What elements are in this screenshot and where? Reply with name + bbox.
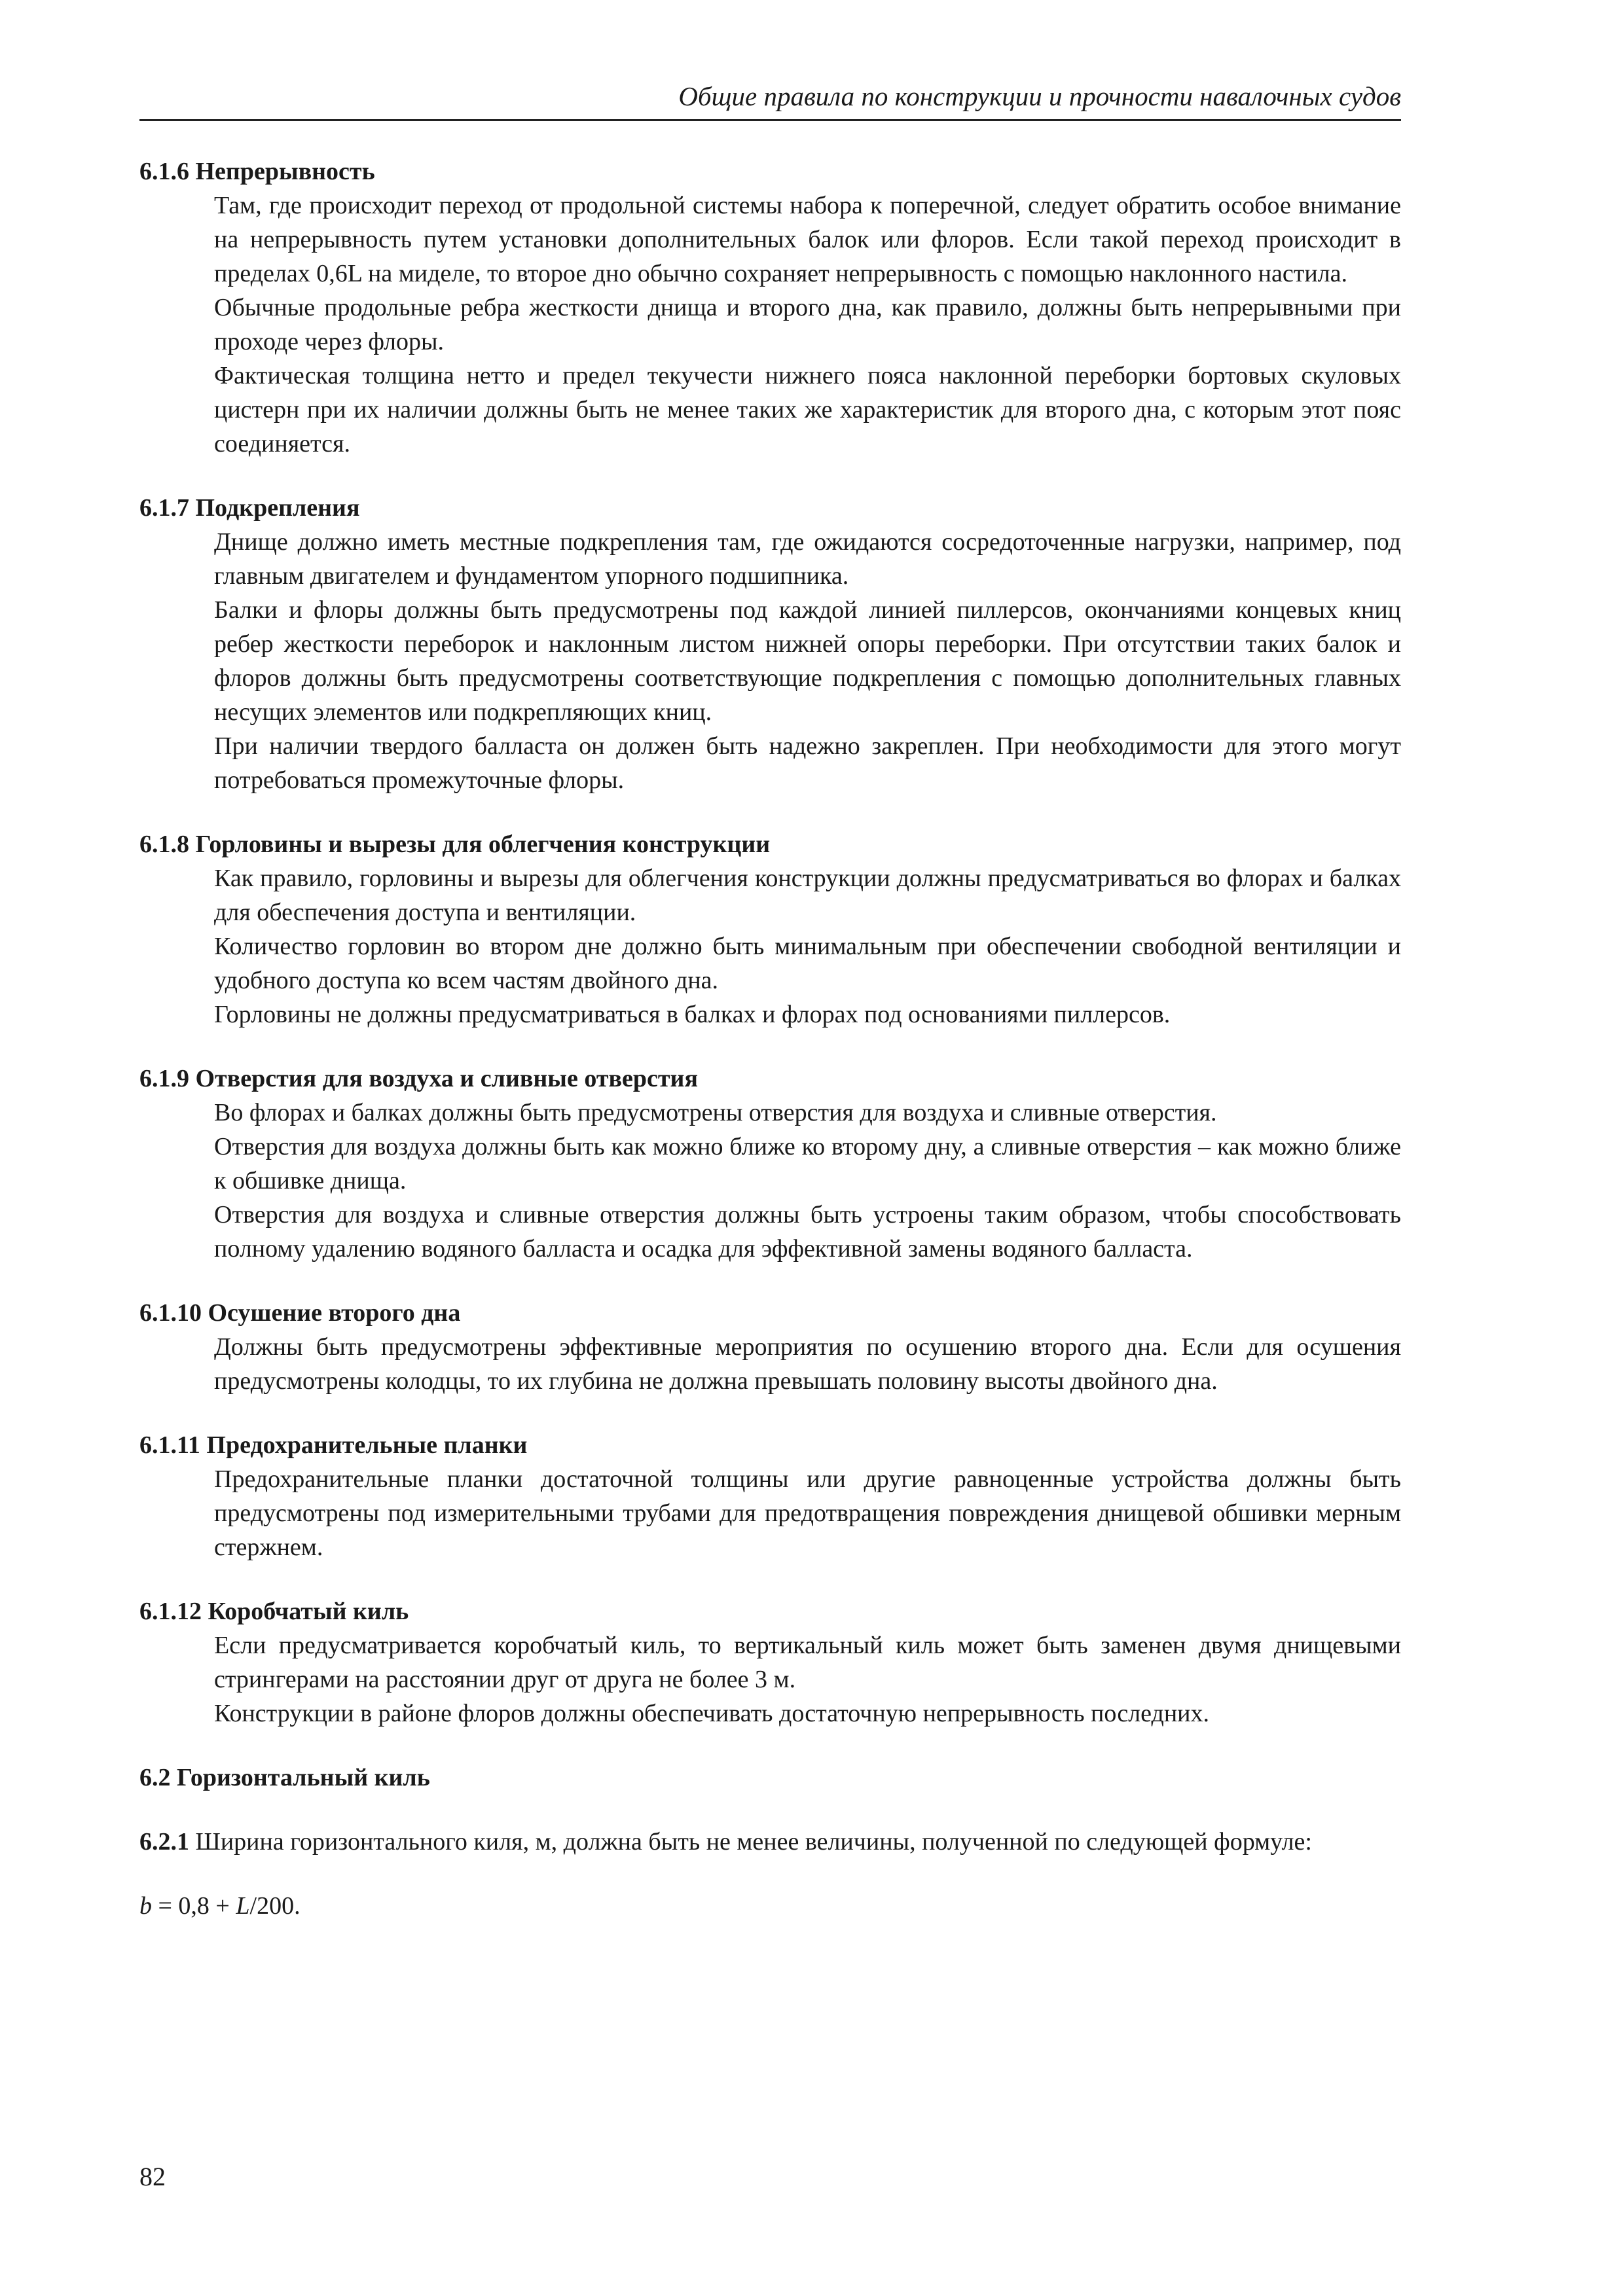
paragraph: Если предусматривается коробчатый киль, то вертикальный киль может быть заменен двумя днищевыми стрингерами на расстоянии друг от друга не более 3 м. xyxy=(214,1632,1401,1693)
paragraph: Должны быть предусмотрены эффективные мероприятия по осушению второго дна. Если для осушения предусмотрены колодцы, то их глубина не должна превышать половину высоты двойного дна. xyxy=(214,1333,1401,1395)
formula xyxy=(139,1889,1401,1923)
item-text: Ширина горизонтального киля, м, должна быть не менее величины, полученной по следующей формуле: xyxy=(195,1828,1312,1856)
page-number: 82 xyxy=(139,2162,166,2191)
section-6-1-9 xyxy=(139,1062,1401,1266)
section-6-2 xyxy=(139,1761,1401,1795)
paragraph: Предохранительные планки достаточной толщины или другие равноценные устройства должны быть предусмотрены под измерительными трубами для предотвращения повреждения днищевой обшивки мерным стержнем. xyxy=(214,1465,1401,1561)
section-6-1-10 xyxy=(139,1296,1401,1398)
paragraph: Как правило, горловины и вырезы для облегчения конструкции должны предусматриваться во флорах и балках для обеспечения доступа и вентиляции. xyxy=(214,865,1401,926)
section-title: 6.1.8 Горловины и вырезы для облегчения конструкции xyxy=(139,831,771,858)
item-6-2-1 xyxy=(139,1825,1401,1859)
running-header: Общие правила по конструкции и прочности навалочных судов xyxy=(139,73,1401,121)
section-title: 6.1.7 Подкрепления xyxy=(139,494,360,522)
formula-lhs: b xyxy=(139,1892,152,1920)
section-title: 6.1.11 Предохранительные планки xyxy=(139,1431,528,1459)
paragraph: Во флорах и балках должны быть предусмотрены отверстия для воздуха и сливные отверстия. xyxy=(214,1099,1217,1126)
section-6-1-11 xyxy=(139,1428,1401,1564)
paragraph: Количество горловин во втором дне должно быть минимальным при обеспечении свободной вентиляции и удобного доступа ко всем частям двойного дна. xyxy=(214,933,1401,994)
paragraph: Обычные продольные ребра жесткости днища и второго дна, как правило, должны быть непрерывными при проходе через флоры. xyxy=(214,294,1401,355)
section-6-1-12 xyxy=(139,1594,1401,1731)
page-content xyxy=(139,154,1401,1923)
paragraph: Отверстия для воздуха и сливные отверстия должны быть устроены таким образом, чтобы способствовать полному удалению водяного балласта и осадка для эффективной замены водяного балласта. xyxy=(214,1201,1401,1263)
section-title: 6.1.12 Коробчатый киль xyxy=(139,1598,409,1625)
paragraph: Отверстия для воздуха должны быть как можно ближе ко второму дну, а сливные отверстия – как можно ближе к обшивке днища. xyxy=(214,1133,1401,1194)
paragraph: Горловины не должны предусматриваться в балках и флорах под основаниями пиллерсов. xyxy=(214,1001,1171,1028)
numbered-item xyxy=(139,1825,1401,1859)
item-number: 6.2.1 xyxy=(139,1828,189,1856)
paragraph: При наличии твердого балласта он должен быть надежно закреплен. При необходимости для этого могут потребоваться промежуточные флоры. xyxy=(214,732,1401,794)
section-6-1-8 xyxy=(139,827,1401,1031)
section-title: 6.1.6 Непрерывность xyxy=(139,158,375,185)
formula-tail: /200. xyxy=(249,1892,301,1920)
section-6-1-6 xyxy=(139,154,1401,461)
section-title: 6.2 Горизонтальный киль xyxy=(139,1764,430,1791)
paragraph: Там, где происходит переход от продольной системы набора к поперечной, следует обратить особое внимание на непрерывность путем установки дополнительных балок или флоров. Если такой переход происходит в пределах 0,6L на миделе, то второе дно обычно сохраняет непрерывность с помощью наклонного настила. xyxy=(214,192,1401,287)
formula-rhs: = 0,8 + xyxy=(152,1892,236,1920)
section-6-1-7 xyxy=(139,491,1401,797)
paragraph: Конструкции в районе флоров должны обеспечивать достаточную непрерывность последних. xyxy=(214,1700,1210,1727)
section-title: 6.1.9 Отверстия для воздуха и сливные отверстия xyxy=(139,1065,698,1092)
paragraph: Днище должно иметь местные подкрепления там, где ожидаются сосредоточенные нагрузки, например, под главным двигателем и фундаментом упорного подшипника. xyxy=(214,528,1401,590)
section-title: 6.1.10 Осушение второго дна xyxy=(139,1299,461,1327)
paragraph: Балки и флоры должны быть предусмотрены под каждой линией пиллерсов, окончаниями концевых книц ребер жесткости переборок и наклонным листом нижней опоры переборки. При отсутствии таких балок и флоров должны быть предусмотрены соответствующие подкрепления с помощью дополнительных главных несущих элементов или подкрепляющих книц. xyxy=(214,596,1401,726)
paragraph: Фактическая толщина нетто и предел текучести нижнего пояса наклонной переборки бортовых скуловых цистерн при их наличии должны быть не менее таких же характеристик для второго дна, с которым этот пояс соединяется. xyxy=(214,362,1401,457)
formula-var: L xyxy=(236,1892,250,1920)
